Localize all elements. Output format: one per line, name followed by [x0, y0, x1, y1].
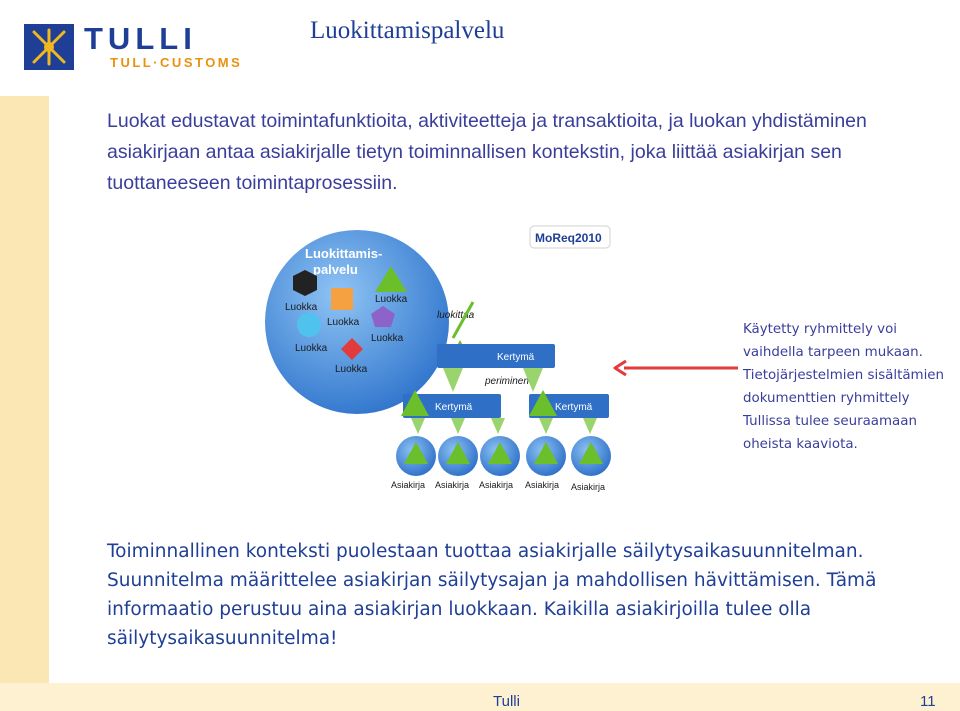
- slide-title: Luokittamispalvelu: [310, 17, 505, 44]
- top-aggregation-box: [437, 344, 555, 368]
- record-label-3: Asiakirja: [479, 480, 514, 490]
- class-label-4: Luokka: [295, 343, 328, 354]
- record-label-5: Asiakirja: [571, 482, 606, 492]
- record-label-1: Asiakirja: [391, 480, 426, 490]
- right-aggregation-label: Kertymä: [555, 402, 593, 413]
- class-label-2: Luokka: [327, 317, 360, 328]
- connector-r1: [411, 418, 425, 434]
- class-label-5: Luokka: [371, 333, 404, 344]
- class-square: [331, 288, 353, 310]
- moreq-badge-label: MoReq2010: [535, 231, 602, 245]
- side-note: Käytetty ryhmittely voi vaihdella tarpeen mukaan. Tietojärjestelmien sisältämien dokumenttien ryhmittely Tullissa tulee seuraamaan oheista kaaviota.: [743, 322, 945, 452]
- service-title-line2: palvelu: [313, 262, 358, 277]
- footer-label: Tulli: [493, 693, 520, 710]
- footer-band: [0, 683, 960, 711]
- customs-emblem-icon: [24, 24, 74, 70]
- intro-paragraph: Luokat edustavat toimintafunktioita, aktiviteetteja ja transaktioita, ja luokan yhdistäminen asiakirjaan antaa asiakirjalle tietyn toiminnallisen kontekstin, joka liittää asiakirjan sen tuottaneeseen toimintaprosessiin.: [107, 110, 867, 194]
- classification-diagram: [265, 220, 630, 495]
- inherits-label: periminen: [485, 376, 529, 387]
- left-decor-band: [0, 96, 49, 711]
- service-title-line1: Luokittamis-: [305, 246, 383, 261]
- connector-r3: [491, 418, 505, 434]
- record-label-4: Asiakirja: [525, 480, 560, 490]
- class-label-1: Luokka: [285, 302, 318, 313]
- class-label-6: Luokka: [335, 364, 368, 375]
- logo-name: TULLI: [84, 21, 197, 56]
- connector-left: [443, 368, 463, 392]
- class-label-3: Luokka: [375, 294, 408, 305]
- left-aggregation-label: Kertymä: [435, 402, 473, 413]
- context-paragraph: Toiminnallinen konteksti puolestaan tuottaa asiakirjalle säilytysaikasuunnitelman. Suunnitelma määrittelee asiakirjan säilytysajan ja mahdollisen hävittämisen. Tämä informaatio perustuu aina asiakirjan luokkaan. Kaikilla asiakirjoilla tulee olla säilytysaikasuunnitelma!: [107, 541, 877, 649]
- connector-r2: [451, 418, 465, 434]
- record-label-2: Asiakirja: [435, 480, 470, 490]
- page-number: 11: [920, 693, 936, 710]
- pointer-arrow-icon: [612, 359, 740, 377]
- connector-r4: [539, 418, 553, 434]
- logo-subtitle: TULL·CUSTOMS: [110, 55, 243, 70]
- classifies-label: luokittaa: [437, 310, 475, 321]
- connector-r5: [583, 418, 597, 434]
- class-circle: [297, 313, 321, 337]
- top-aggregation-label: Kertymä: [497, 352, 535, 363]
